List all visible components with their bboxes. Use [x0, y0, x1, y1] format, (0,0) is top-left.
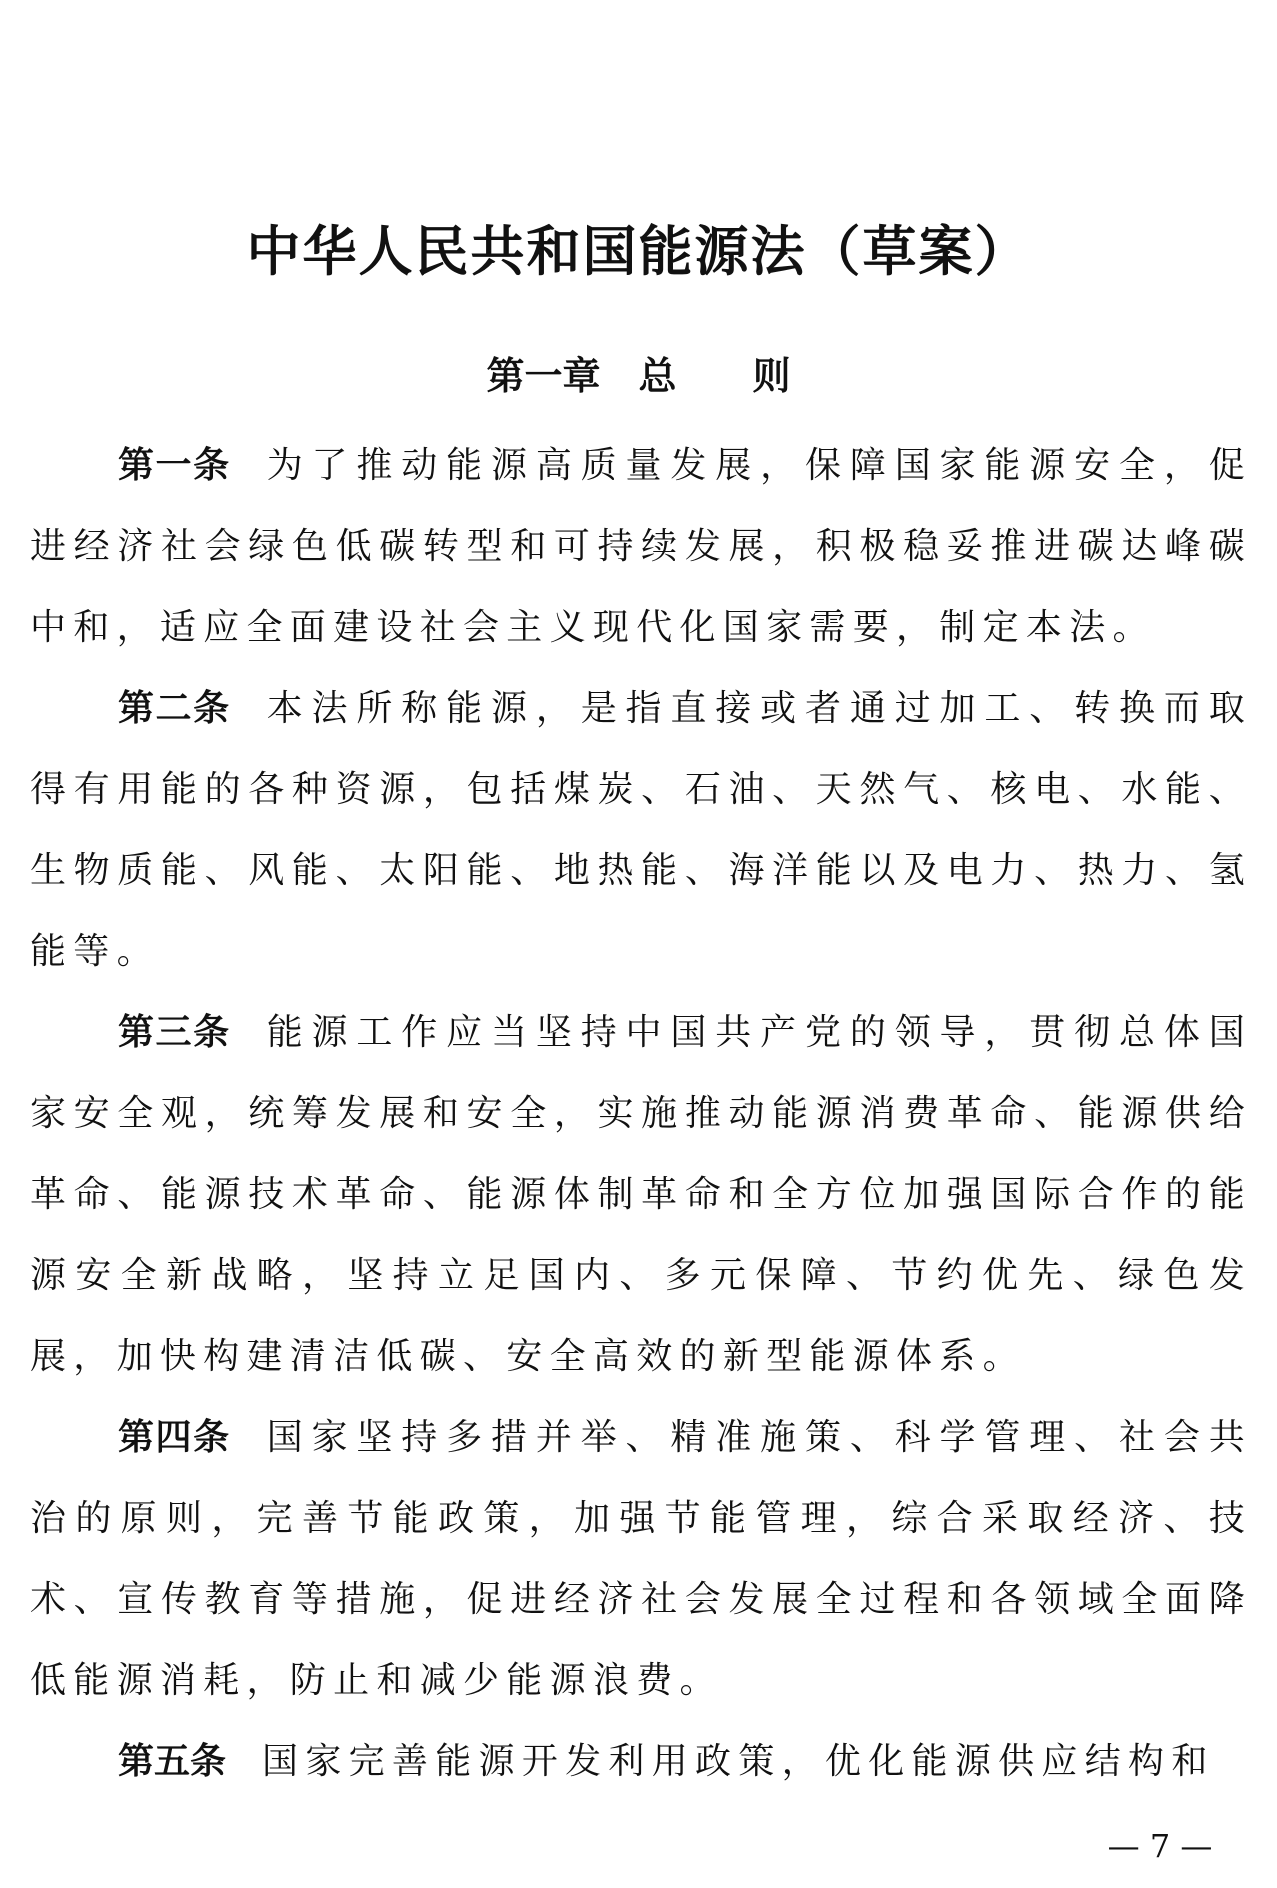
page-number: — 7 — [1107, 1827, 1213, 1865]
article-number: 第四条 [118, 1417, 231, 1458]
chapter-heading: 第一章 总 则 [486, 353, 791, 398]
document-title: 中华人民共和国能源法（草案） [246, 219, 1031, 284]
document-body [30, 425, 1252, 1802]
article-text: 本法所称能源，是指直接或者通过加工、转换而取得有用能的各种资源，包括煤炭、石油、天然气、核电、水能、生物质能、风能、太阳能、地热能、海洋能以及电力、热力、氢能等。 [30, 688, 1252, 972]
article-number: 第一条 [118, 445, 231, 486]
article-number: 第二条 [118, 688, 231, 729]
article-number: 第五条 [118, 1741, 227, 1782]
article-number: 第三条 [118, 1012, 231, 1053]
article-text: 国家完善能源开发利用政策，优化能源供应结构和 [262, 1741, 1215, 1782]
article-text: 能源工作应当坚持中国共产党的领导，贯彻总体国家安全观，统筹发展和安全，实施推动能源消费革命、能源供给革命、能源技术革命、能源体制革命和全方位加强国际合作的能源安全新战略，坚持立足国内、多元保障、节约优先、绿色发展，加快构建清洁低碳、安全高效的新型能源体系。 [30, 1012, 1252, 1377]
article-4 [30, 1397, 1252, 1721]
article-3 [30, 992, 1252, 1397]
article-2 [30, 668, 1252, 992]
article-1 [30, 425, 1252, 668]
article-text: 为了推动能源高质量发展，保障国家能源安全，促进经济社会绿色低碳转型和可持续发展，积极稳妥推进碳达峰碳中和，适应全面建设社会主义现代化国家需要，制定本法。 [30, 445, 1252, 648]
article-text: 国家坚持多措并举、精准施策、科学管理、社会共治的原则，完善节能政策，加强节能管理，综合采取经济、技术、宣传教育等措施，促进经济社会发展全过程和各领域全面降低能源消耗，防止和减少能源浪费。 [30, 1417, 1252, 1701]
article-5 [30, 1721, 1252, 1802]
